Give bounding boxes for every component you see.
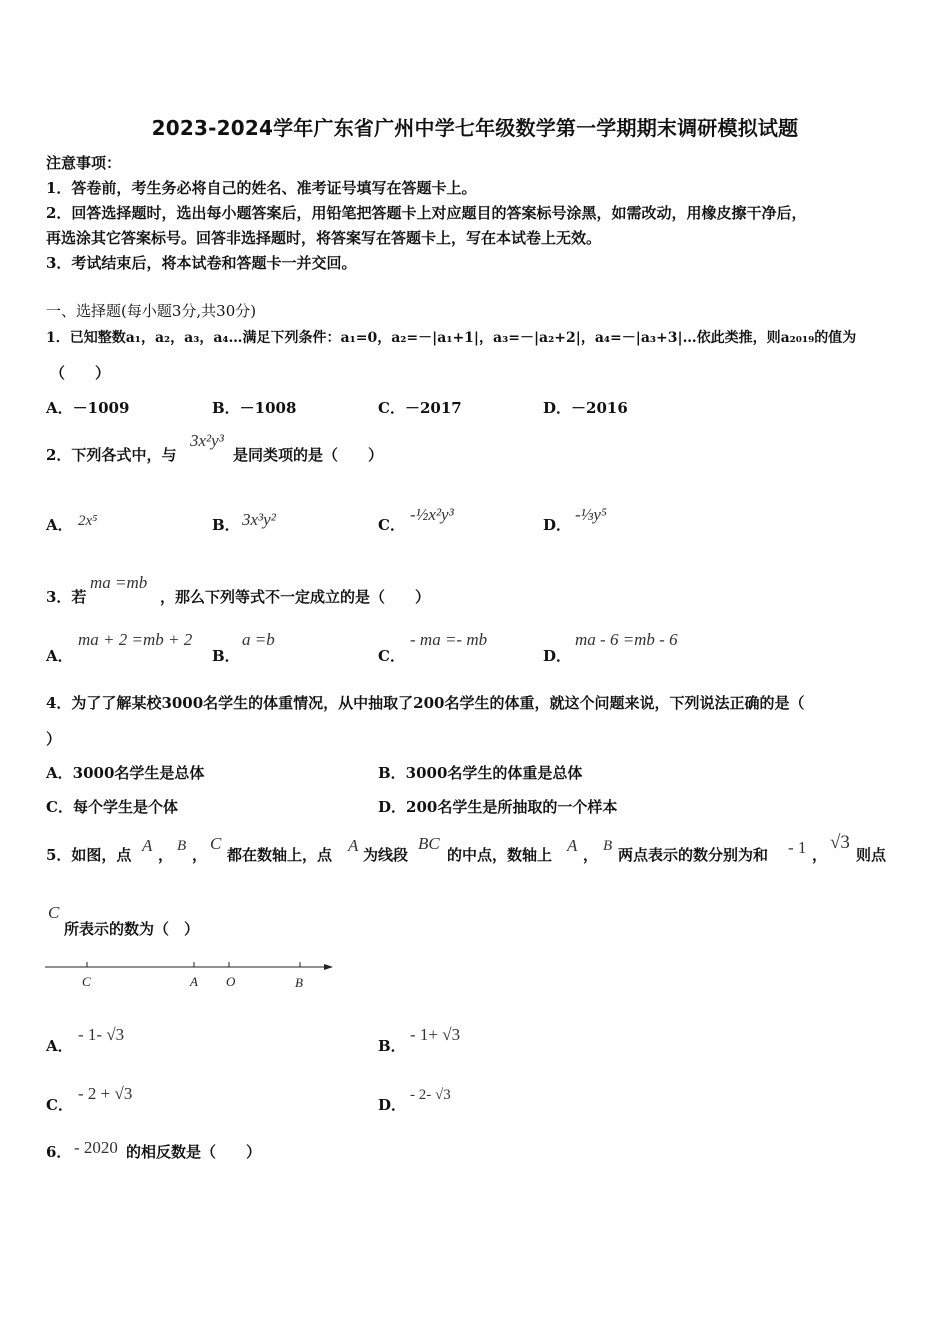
section-heading: 一、选择题(每小题3分,共30分): [46, 302, 257, 320]
q2-label-c: C．: [378, 516, 405, 534]
q5-stem-part: ，: [158, 846, 174, 864]
q3-stem-a: 3．若: [46, 588, 87, 606]
notice-item: 再选涂其它答案标号。回答非选择题时，将答案写在答题卡上，写在本试卷上无效。: [46, 229, 602, 247]
q2-label-b: B．: [212, 516, 240, 534]
q5-stem-part: ，: [192, 846, 208, 864]
q3-option-b: a =b: [242, 630, 275, 649]
q4-option-d: D．200名学生是所抽取的一个样本: [378, 798, 618, 816]
q5-point-b: B: [177, 838, 187, 854]
q5-point-a: A: [348, 836, 359, 855]
q2-option-d: -⅓y⁵: [575, 505, 607, 524]
q1-option-d: D．－2016: [543, 399, 628, 417]
q3-option-a: ma + 2 =mb + 2: [78, 630, 193, 649]
q5-value-minus-one: - 1: [788, 838, 807, 857]
q5-option-b: - 1+ √3: [410, 1025, 461, 1044]
q2-option-b: 3x³y²: [242, 510, 276, 529]
axis-label-c: C: [82, 974, 91, 989]
q5-label-a: A．: [46, 1037, 73, 1055]
q5-segment-bc: BC: [418, 834, 440, 853]
q1-option-b: B．－1008: [212, 399, 297, 417]
q5-stem-part: 则点: [856, 846, 887, 864]
axis-label-o: O: [226, 974, 236, 989]
q2-label-a: A．: [46, 516, 73, 534]
q5-stem-part: ，: [812, 846, 828, 864]
q5-stem-part: 都在数轴上，点: [227, 846, 333, 864]
q1-option-a: A．－1009: [46, 399, 130, 417]
q1-option-c: C．－2017: [378, 399, 462, 417]
q3-stem-b: ，那么下列等式不一定成立的是（ ）: [160, 588, 431, 606]
q5-stem-part: 为线段: [363, 846, 409, 864]
q5-point-a: A: [567, 836, 578, 855]
number-line-diagram: [40, 955, 340, 995]
q5-point-b: B: [603, 838, 613, 854]
axis-label-a: A: [190, 974, 198, 989]
q5-stem-part: ，: [583, 846, 599, 864]
q3-label-c: C．: [378, 647, 405, 665]
q3-label-d: D．: [543, 647, 572, 665]
q2-stem-b: 是同类项的是（ ）: [233, 446, 384, 464]
q4-stem: 4．为了了解某校3000名学生的体重情况，从中抽取了200名学生的体重，就这个问题来说，下列说法正确的是（: [46, 694, 805, 712]
q2-option-a: 2x⁵: [78, 513, 98, 529]
q1-stem: 1．已知整数a₁，a₂，a₃，a₄…满足下列条件：a₁=0，a₂=－|a₁+1|，a₃=－|a₂+2|，a₄=－|a₃+3|…依此类推，则a₂₀₁₉的值为: [46, 330, 857, 346]
q6-stem-a: 6．: [46, 1143, 72, 1161]
arrow-icon: [324, 964, 333, 970]
q6-expression: - 2020: [74, 1138, 118, 1157]
q5-point-c: C: [48, 903, 60, 922]
q2-expression: 3x²y³: [190, 431, 224, 450]
q5-label-c: C．: [46, 1096, 73, 1114]
q4-option-a: A．3000名学生是总体: [46, 764, 205, 782]
page-title: 2023-2024学年广东省广州中学七年级数学第一学期期末调研模拟试题: [151, 116, 799, 140]
q5-point-a: A: [142, 836, 153, 855]
q3-label-b: B．: [212, 647, 240, 665]
q3-expression: ma =mb: [90, 573, 148, 592]
q5-label-d: D．: [378, 1096, 407, 1114]
q4-stem-end: ）: [46, 730, 62, 748]
q5-value-sqrt3: √3: [830, 832, 850, 853]
q5-stem-line2: 所表示的数为（ ）: [64, 920, 200, 938]
q6-stem-b: 的相反数是（ ）: [126, 1143, 262, 1161]
q5-point-c: C: [210, 834, 222, 853]
q3-option-d: ma - 6 =mb - 6: [575, 630, 678, 649]
q2-option-c: -½x²y³: [410, 505, 454, 524]
q3-label-a: A．: [46, 647, 73, 665]
q5-stem-part: 两点表示的数分别为和: [618, 846, 769, 864]
notice-heading: 注意事项：: [46, 154, 122, 172]
q4-option-b: B．3000名学生的体重是总体: [378, 764, 583, 782]
q2-label-d: D．: [543, 516, 572, 534]
notice-item: 2．回答选择题时，选出每小题答案后，用铅笔把答题卡上对应题目的答案标号涂黑，如需改动，用橡皮擦干净后，: [46, 204, 807, 222]
q4-option-c: C．每个学生是个体: [46, 798, 178, 816]
q5-label-b: B．: [378, 1037, 406, 1055]
notice-item: 3．考试结束后，将本试卷和答题卡一并交回。: [46, 254, 357, 272]
q5-option-a: - 1- √3: [78, 1025, 125, 1044]
q5-stem-part: 5．如图，点: [46, 846, 132, 864]
q2-stem-a: 2．下列各式中，与: [46, 446, 177, 464]
q1-paren: （ ）: [50, 364, 111, 382]
axis-label-b: B: [295, 975, 303, 990]
notice-item: 1．答卷前，考生务必将自己的姓名、准考证号填写在答题卡上。: [46, 179, 477, 197]
q5-option-c: - 2 + √3: [78, 1084, 133, 1103]
q3-option-c: - ma =- mb: [410, 630, 488, 649]
q5-option-d: - 2- √3: [410, 1087, 451, 1103]
q5-stem-part: 的中点，数轴上: [447, 846, 553, 864]
